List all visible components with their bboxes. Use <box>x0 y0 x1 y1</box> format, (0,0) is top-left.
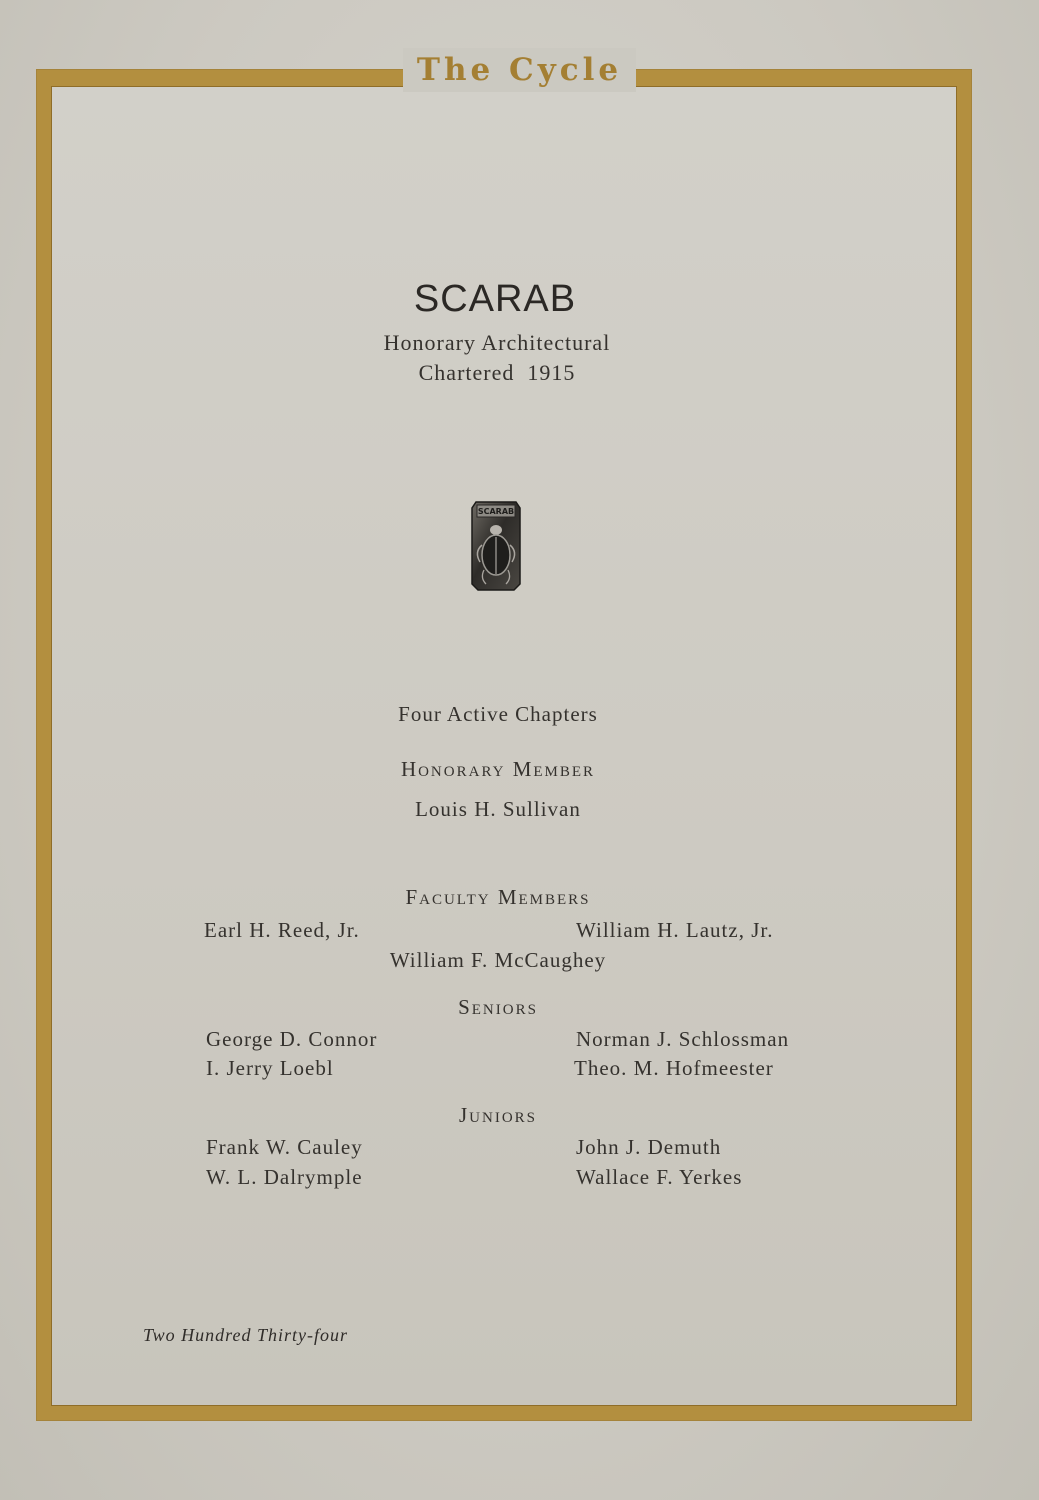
faculty-member: William H. Lautz, Jr. <box>576 918 774 942</box>
chapters-line: Four Active Chapters <box>398 702 598 726</box>
gold-border-frame <box>37 70 971 1420</box>
faculty-members-heading: Faculty Members <box>405 885 591 909</box>
page-number-footer: Two Hundred Thirty-four <box>143 1325 349 1345</box>
seniors-heading: Seniors <box>458 995 538 1019</box>
junior-member: W. L. Dalrymple <box>206 1165 363 1189</box>
faculty-member: Earl H. Reed, Jr. <box>204 918 360 942</box>
honorary-member-heading: Honorary Member <box>400 757 596 781</box>
scarab-pin-badge-icon <box>470 500 522 592</box>
junior-member: Frank W. Cauley <box>206 1135 363 1159</box>
senior-member: I. Jerry Loebl <box>206 1056 334 1080</box>
organization-type: Honorary Architectural <box>383 330 611 355</box>
senior-member: Theo. M. Hofmeester <box>574 1056 774 1080</box>
running-header <box>0 50 1039 94</box>
running-title: The Cycle <box>403 48 636 92</box>
junior-member: Wallace F. Yerkes <box>576 1165 743 1189</box>
chartered-line: Chartered 1915 <box>418 360 576 385</box>
organization-name: SCARAB <box>413 278 577 320</box>
senior-member: Norman J. Schlossman <box>576 1027 790 1051</box>
badge-label: SCARAB <box>477 507 515 516</box>
faculty-member: William F. McCaughey <box>389 948 607 972</box>
junior-member: John J. Demuth <box>576 1135 722 1159</box>
honorary-member-name: Louis H. Sullivan <box>415 797 581 821</box>
juniors-heading: Juniors <box>458 1103 537 1127</box>
senior-member: George D. Connor <box>206 1027 378 1051</box>
